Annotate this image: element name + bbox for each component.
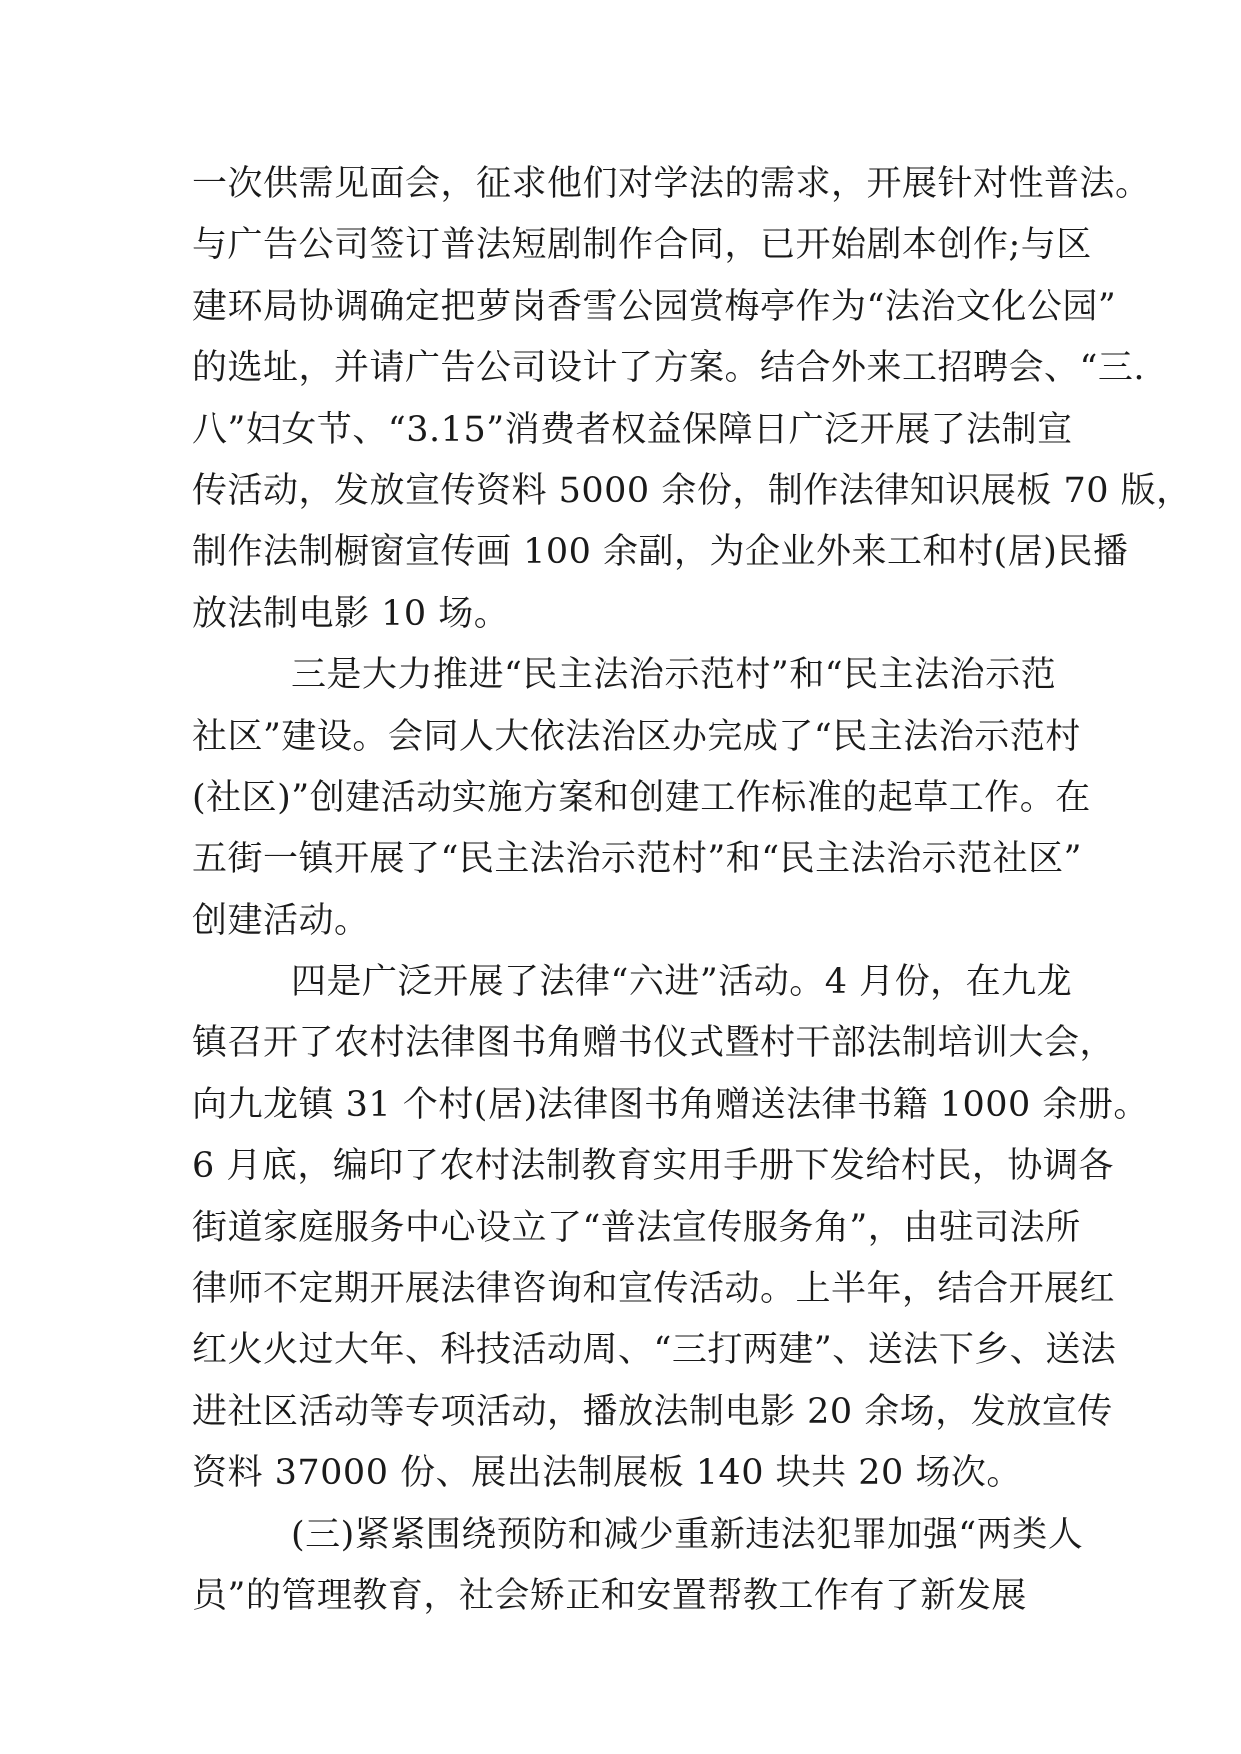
text-line: 放法制电影 10 场。 bbox=[192, 593, 510, 634]
text-line: 制作法制橱窗宣传画 100 余副，为企业外来工和村(居)民播 bbox=[192, 532, 1129, 573]
text-line: 的选址，并请广告公司设计了方案。结合外来工招聘会、“三. bbox=[192, 348, 1146, 389]
text-line: 进社区活动等专项活动，播放法制电影 20 余场，发放宣传 bbox=[192, 1391, 1113, 1432]
text-line: (三)紧紧围绕预防和减少重新违法犯罪加强“两类人 bbox=[291, 1514, 1084, 1555]
text-line: 一次供需见面会，征求他们对学法的需求，开展针对性普法。 bbox=[192, 164, 1151, 204]
text-line: 传活动，发放宣传资料 5000 余份，制作法律知识展板 70 版， bbox=[192, 470, 1192, 511]
text-line: 与广告公司签订普法短剧制作合同，已开始剧本创作;与区 bbox=[192, 225, 1092, 266]
text-line: 四是广泛开展了法律“六进”活动。4 月份，在九龙 bbox=[291, 962, 1073, 1003]
text-line: 创建活动。 bbox=[192, 900, 370, 941]
text-line: 员”的管理教育，社会矫正和安置帮教工作有了新发展 bbox=[192, 1575, 1027, 1616]
text-line: (社区)”创建活动实施方案和创建工作标准的起草工作。在 bbox=[192, 777, 1091, 818]
text-line: 八”妇女节、“3.15”消费者权益保障日广泛开展了法制宣 bbox=[192, 409, 1073, 450]
text-line: 五街一镇开展了“民主法治示范村”和“民主法治示范社区” bbox=[192, 839, 1083, 880]
text-line: 镇召开了农村法律图书角赠书仪式暨村干部法制培训大会， bbox=[192, 1023, 1116, 1064]
text-line: 三是大力推进“民主法治示范村”和“民主法治示范 bbox=[291, 655, 1057, 696]
text-line: 红火火过大年、科技活动周、“三打两建”、送法下乡、送法 bbox=[192, 1330, 1117, 1371]
text-line: 资料 37000 份、展出法制展板 140 块共 20 场次。 bbox=[192, 1453, 1022, 1494]
document-body bbox=[192, 154, 1192, 1627]
text-line: 律师不定期开展法律咨询和宣传活动。上半年，结合开展红 bbox=[192, 1269, 1116, 1310]
text-line: 6 月底，编印了农村法制教育实用手册下发给村民，协调各 bbox=[192, 1146, 1114, 1187]
text-line: 向九龙镇 31 个村(居)法律图书角赠送法律书籍 1000 余册。 bbox=[192, 1084, 1149, 1125]
text-line: 社区”建设。会同人大依法治区办完成了“民主法治示范村 bbox=[192, 716, 1081, 757]
text-line: 建环局协调确定把萝岗香雪公园赏梅亭作为“法治文化公园” bbox=[192, 286, 1117, 327]
text-line: 街道家庭服务中心设立了“普法宣传服务角”，由驻司法所 bbox=[192, 1207, 1081, 1248]
